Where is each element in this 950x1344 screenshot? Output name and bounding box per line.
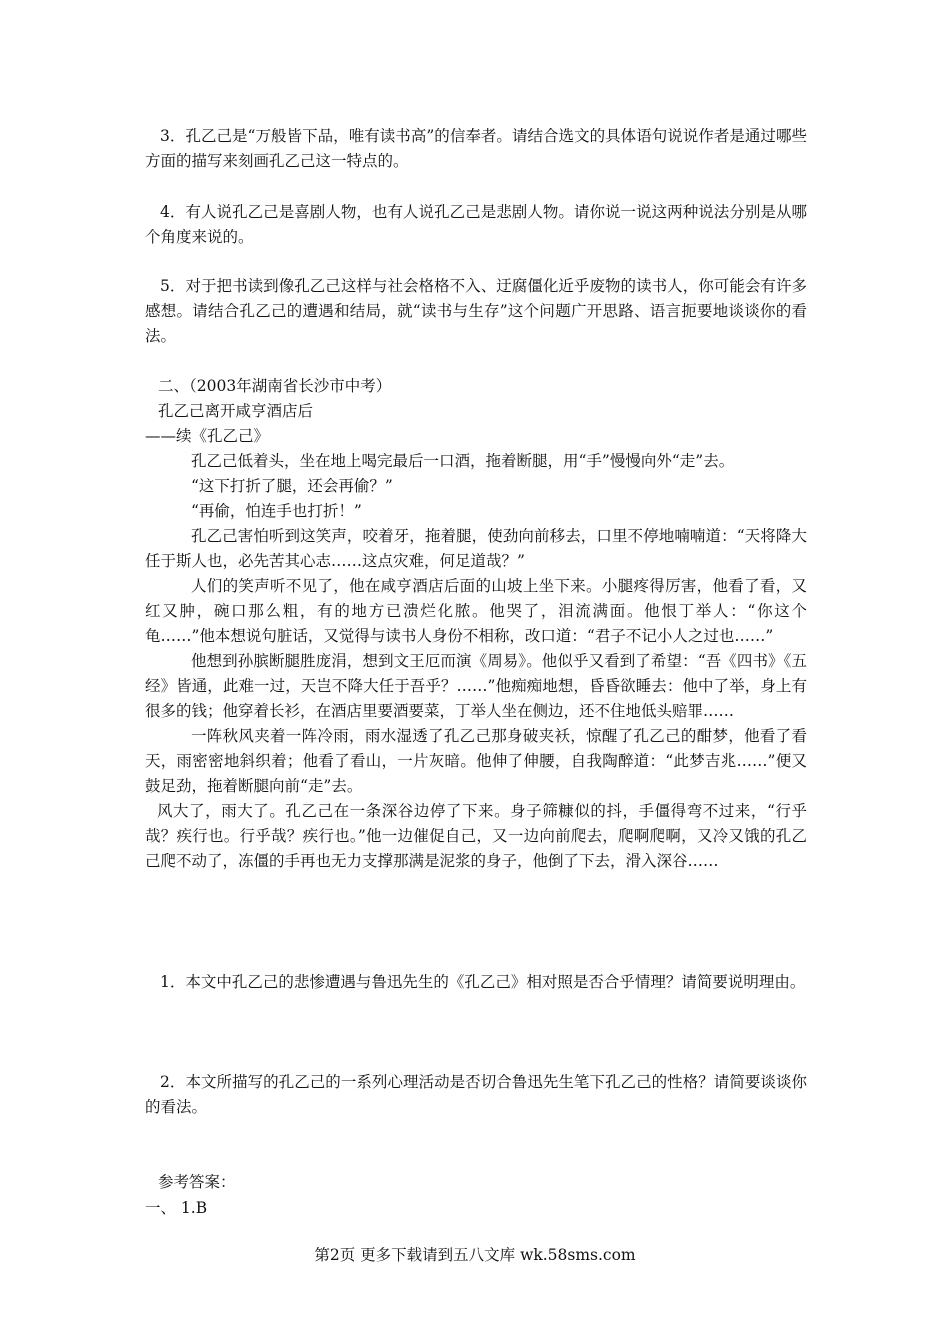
question-number: 4． [160,203,186,221]
question-text: 本文中孔乙己的悲惨遭遇与鲁迅先生的《孔乙己》相对照是否合乎情理？请简要说明理由。 [185,973,806,991]
question-text: 对于把书读到像孔乙己这样与社会格格不入、迂腐僵化近乎废物的读书人，你可能会有许多感想。请结合孔乙己的遭遇和结局，就“读书与生存”这个问题广开思路、语言扼要地谈谈你的看法。 [145,277,807,345]
question-number: 3． [160,127,186,145]
question-text: 有人说孔乙己是喜剧人物，也有人说孔乙己是悲剧人物。请你说一说这两种说法分别是从哪个角度来说的。 [145,203,807,246]
question-number: 5． [160,277,186,295]
story-paragraph: 他想到孙膑断腿胜庞涓，想到文王厄而演《周易》。他似乎又看到了希望：“吾《四书》《五经》皆通，此难一过，天岂不降大任于吾乎？……”他痴痴地想，昏昏欲睡去：他中了举，身上有很多的钱；他穿着长衫，在酒店里要酒要菜，丁举人坐在侧边，还不住地低头赔罪…… [145,652,807,720]
story-body [145,449,807,874]
story-paragraph: 一阵秋风夹着一阵冷雨，雨水湿透了孔乙己那身破夹袄，惊醒了孔乙己的酣梦，他看了看天，雨密密地斜织着；他看了看山，一片灰暗。他伸了伸腰，自我陶醉道：“此梦吉兆……”便又鼓足劲，拖着断腿向前“走”去。 [145,727,807,795]
story-paragraph: 孔乙己害怕听到这笑声，咬着牙，拖着腿，使劲向前移去，口里不停地喃喃道：“天将降大任于斯人也，必先苦其心志……这点灾难，何足道哉？” [145,527,807,570]
question-3 [145,124,807,174]
story-paragraph: 孔乙己低着头，坐在地上喝完最后一口酒，拖着断腿，用“手”慢慢向外“走”去。 [191,452,735,470]
story-paragraph: 风大了，雨大了。孔乙己在一条深谷边停了下来。身子筛糠似的抖，手僵得弯不过来，“行乎哉？疾行也。行乎哉？疾行也。”他一边催促自己，又一边向前爬去，爬啊爬啊，又冷又饿的孔乙己爬不动了，冻僵的手再也无力支撑那满是泥浆的身子，他倒了下去，滑入深谷…… [145,802,807,870]
question-text: 本文所描写的孔乙己的一系列心理活动是否切合鲁迅先生笔下孔乙己的性格？请简要谈谈你的看法。 [145,1073,807,1116]
question-5 [145,274,807,349]
question-number: 2． [160,1073,186,1091]
section-heading: 二、（2003年湖南省长沙市中考） [158,377,392,395]
answers-line: 一、 1.B [145,1199,208,1217]
question-4 [145,200,807,250]
section2-question-2 [145,1070,807,1120]
page-footer: 第2页 更多下载请到五八文库 wk.58sms.com [314,1246,636,1264]
section2-question-1 [145,970,807,995]
question-number: 1． [160,973,186,991]
story-paragraph: “再偷，怕连手也打折！” [191,502,362,520]
answers-heading: 参考答案： [158,1173,236,1191]
question-text: 孔乙己是“万般皆下品，唯有读书高”的信奉者。请结合选文的具体语句说说作者是通过哪些方面的描写来刻画孔乙己这一特点的。 [145,127,807,170]
story-subtitle: ——续《孔乙己》 [145,427,270,445]
story-paragraph: “这下打折了腿，还会再偷？” [191,477,393,495]
story-title: 孔乙己离开咸亨酒店后 [158,402,314,420]
story-paragraph: 人们的笑声听不见了，他在咸亨酒店后面的山坡上坐下来。小腿疼得厉害，他看了看，又红又肿，碗口那么粗，有的地方已溃烂化脓。他哭了，泪流满面。他恨丁举人：“你这个龟……”他本想说句脏话，又觉得与读书人身份不相称，改口道：“君子不记小人之过也……” [145,577,807,645]
